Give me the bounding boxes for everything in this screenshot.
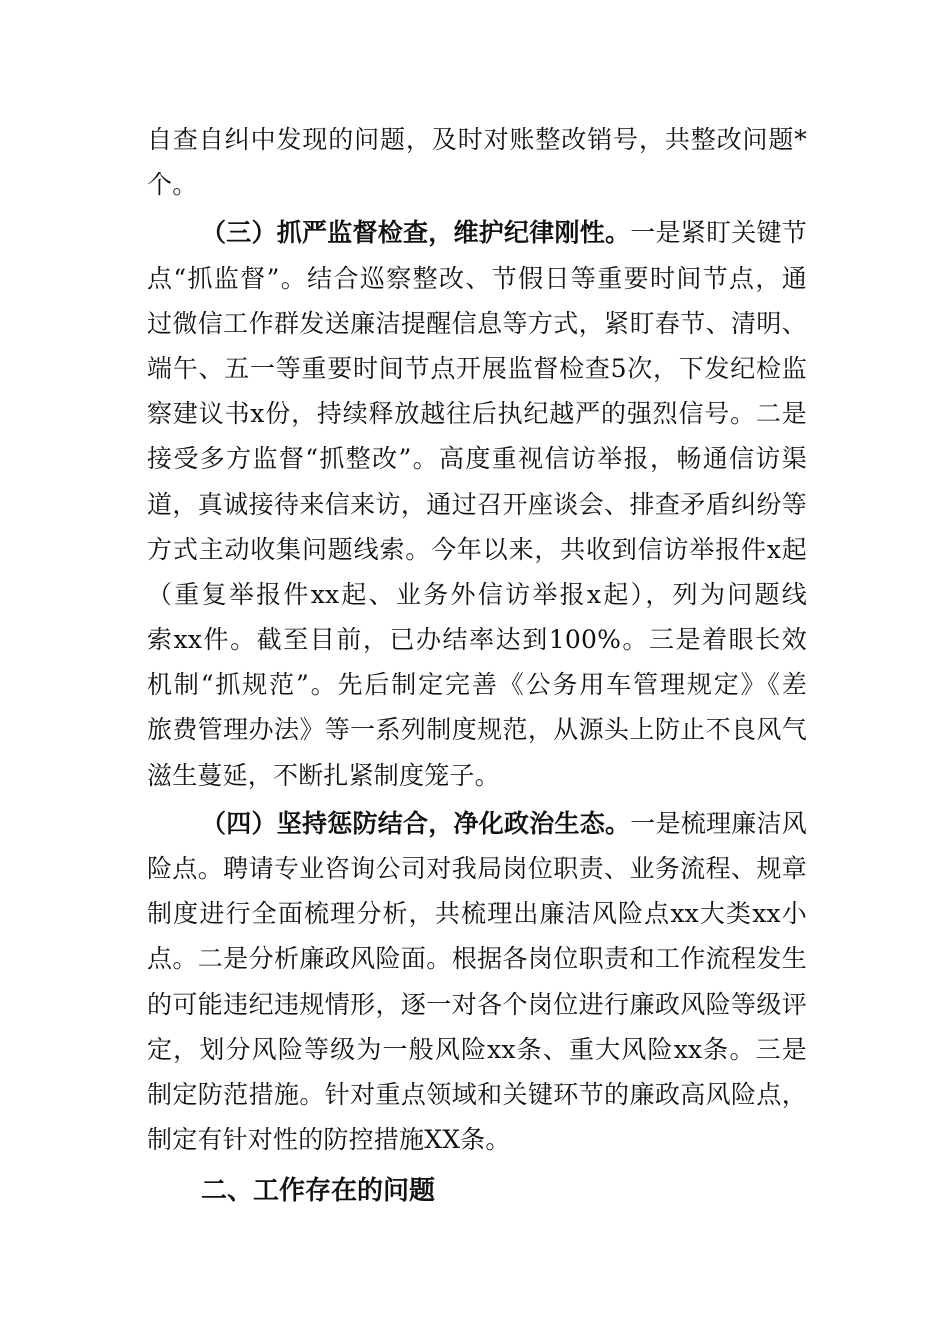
paragraph-line: 制定防范措施。针对重点领域和关键环节的廉政高风险点， <box>147 1079 807 1109</box>
paragraph-line: 道，真诚接待来信来访，通过召开座谈会、排查矛盾纠纷等 <box>147 489 807 519</box>
paragraph-line: 接受多方监督“抓整改”。高度重视信访举报，畅通信访渠 <box>147 444 807 474</box>
subsection-heading-4: （四）坚持惩防结合，净化政治生态。 <box>201 808 631 838</box>
paragraph-line: 自查自纠中发现的问题，及时对账整改销号，共整改问题* <box>147 125 807 154</box>
paragraph-line: （重复举报件xx起、业务外信访举报x起），列为问题线 <box>147 579 807 609</box>
paragraph-line: 察建议书x份，持续释放越往后执纪越严的强烈信号。二是 <box>147 399 807 429</box>
document-page <box>147 117 807 1214</box>
paragraph-line: 方式主动收集问题线索。今年以来，共收到信访举报件x起 <box>147 534 807 564</box>
paragraph-text: 一是紧盯关键节 <box>630 218 807 248</box>
paragraph-line: 险点。聘请专业咨询公司对我局岗位职责、业务流程、规章 <box>147 854 807 883</box>
paragraph-line: 旅费管理办法》等一系列制度规范，从源头上防止不良风气 <box>147 715 807 745</box>
paragraph-line: 过微信工作群发送廉洁提醒信息等方式，紧盯春节、清明、 <box>147 308 807 338</box>
paragraph-line: 机制“抓规范”。先后制定完善《公务用车管理规定》《差 <box>147 670 807 700</box>
paragraph-line: 索xx件。截至目前，已办结率达到100%。三是着眼长效 <box>147 625 807 655</box>
paragraph-line: 点“抓监督”。结合巡察整改、节假日等重要时间节点，通 <box>147 263 807 293</box>
paragraph-line <box>147 210 807 255</box>
paragraph-text: 一是梳理廉洁风 <box>630 808 807 838</box>
paragraph-line: 制定有针对性的防控措施XX条。 <box>147 1125 511 1155</box>
paragraph-line: 个。 <box>147 170 198 200</box>
paragraph-line: 端午、五一等重要时间节点开展监督检查5次，下发纪检监 <box>147 353 807 383</box>
subsection-heading-3: （三）抓严监督检查，维护纪律刚性。 <box>201 218 631 248</box>
paragraph-line: 点。二是分析廉政风险面。根据各岗位职责和工作流程发生 <box>147 944 807 974</box>
paragraph-line: 定，划分风险等级为一般风险xx条、重大风险xx条。三是 <box>147 1034 807 1064</box>
paragraph-line: 制度进行全面梳理分析，共梳理出廉洁风险点xx大类xx小 <box>147 899 807 929</box>
section-heading-2: 二、工作存在的问题 <box>201 1176 436 1207</box>
paragraph-line: 的可能违纪违规情形，逐一对各个岗位进行廉政风险等级评 <box>147 989 807 1019</box>
paragraph-line: 滋生蔓延，不断扎紧制度笼子。 <box>147 760 500 790</box>
paragraph-line <box>147 801 807 846</box>
